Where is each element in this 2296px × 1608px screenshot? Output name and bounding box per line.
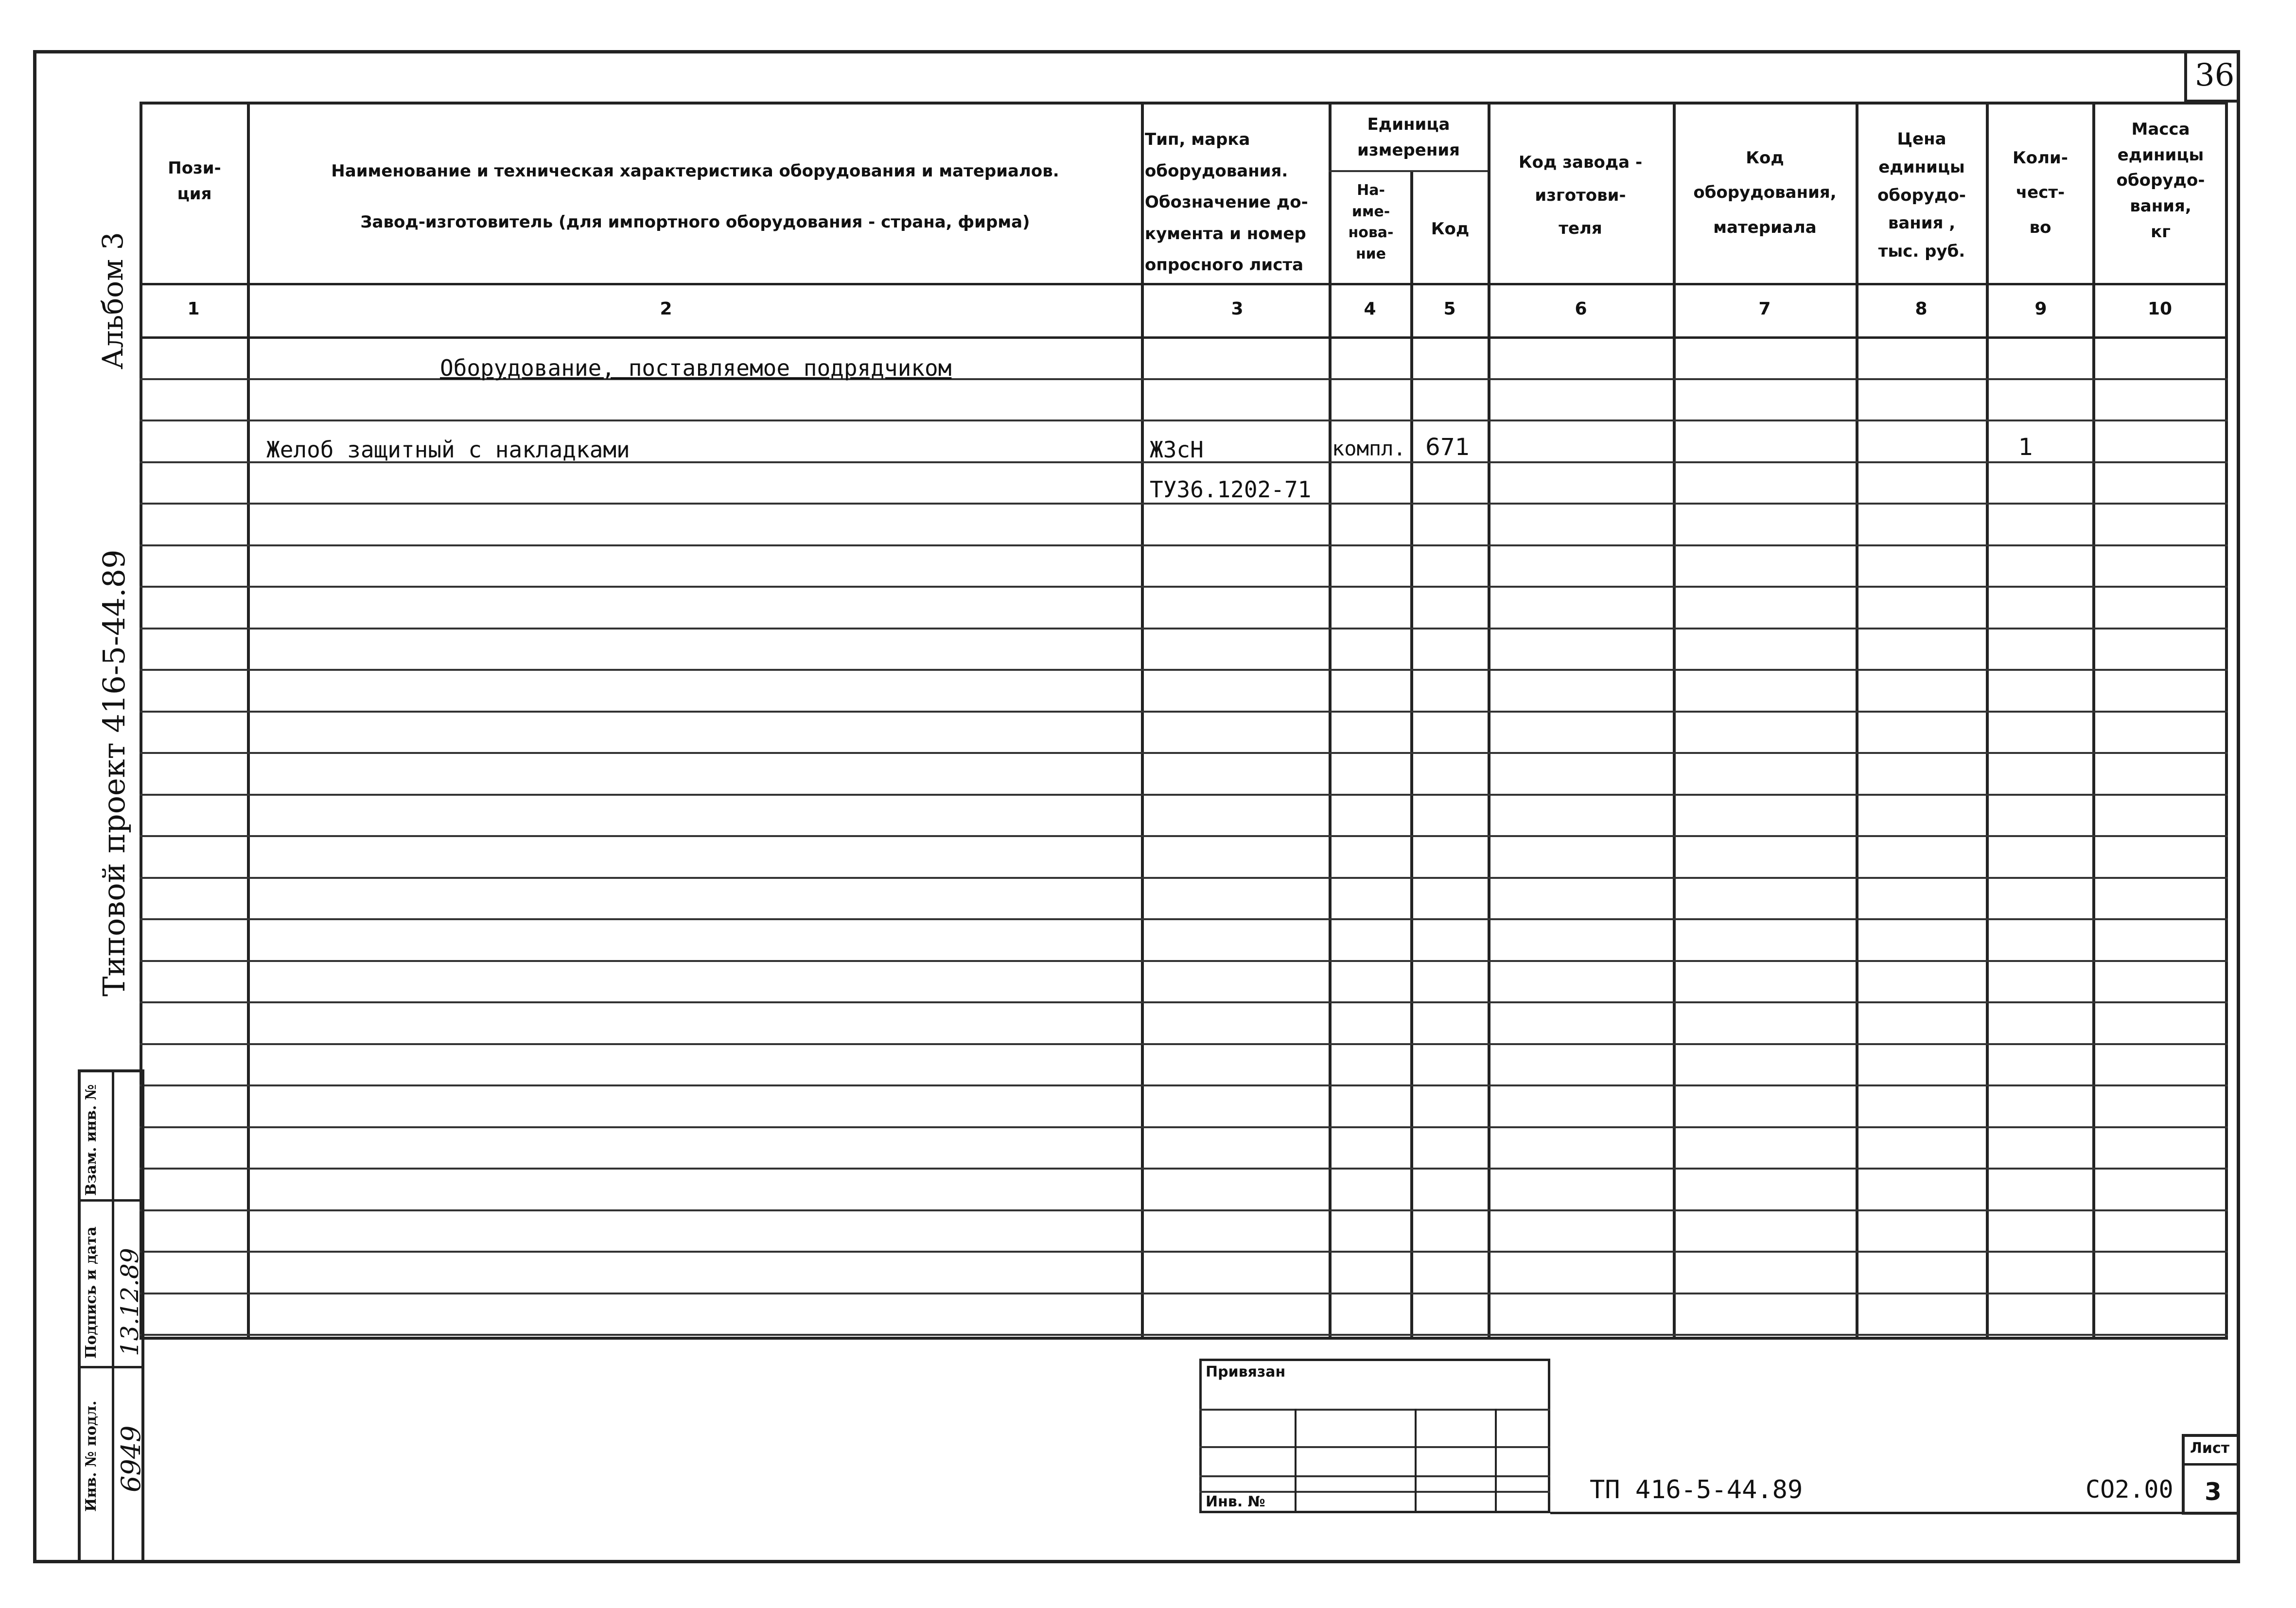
col-header-mass: Масса единицы оборудо- вания, кг [2116, 120, 2205, 242]
col-num-3: 3 [1231, 299, 1244, 319]
project-label: Типовой проект 416-5-44.89 [96, 549, 132, 996]
col-num-2: 2 [660, 299, 672, 319]
table-row-line [140, 835, 2228, 837]
col-header-position: Пози- ция [168, 158, 221, 204]
table-row-line [140, 1001, 2228, 1003]
table-row-line [140, 960, 2228, 962]
col-header-unit-code: Код [1431, 219, 1470, 239]
col-header-price: Цена единицы оборудо- вания , тыс. руб. [1877, 129, 1966, 262]
table-row-line [140, 1334, 2228, 1336]
col-num-6: 6 [1575, 299, 1587, 319]
item-name: Желоб защитный с накладками [266, 437, 630, 463]
album-label: Альбом 3 [96, 232, 129, 369]
table-row-line [140, 1168, 2228, 1170]
sign-date-value: 13.12.89 [116, 1248, 144, 1356]
table-row-line [140, 1209, 2228, 1211]
binding-inv-label: Инв. № [1206, 1493, 1265, 1510]
binding-title: Привязан [1206, 1363, 1286, 1381]
main-table [140, 102, 2228, 1340]
col-num-7: 7 [1758, 299, 1771, 319]
col-num-1: 1 [187, 299, 200, 319]
table-row-line [140, 669, 2228, 671]
table-row-line [140, 1293, 2228, 1294]
col-num-4: 4 [1364, 299, 1376, 319]
col-header-unit-group: Единица измерения [1357, 115, 1460, 160]
sheet-code: СО2.00 [2086, 1475, 2173, 1503]
inv-podl-label: Инв. № подл. [83, 1400, 100, 1512]
table-row-line [140, 544, 2228, 546]
table-row-line [140, 503, 2228, 505]
col-num-5: 5 [1443, 299, 1456, 319]
sheet-number-top: 36 [2195, 57, 2235, 93]
col-header-quantity: Коли- чест- во [2013, 148, 2068, 237]
item-unit-code: 671 [1425, 434, 1470, 461]
inv-podl-value: 6949 [116, 1425, 146, 1492]
sheet-value: 3 [2205, 1478, 2222, 1506]
item-unit-name: компл. [1332, 437, 1406, 460]
col-header-factory-code: Код завода - изготови- теля [1518, 153, 1643, 238]
col-num-9: 9 [2034, 299, 2047, 319]
table-row-line [140, 752, 2228, 754]
item-type: ЖЗсН [1150, 437, 1204, 463]
col-header-unit-name: На- име- нова- ние [1348, 182, 1394, 262]
binding-block [1199, 1359, 1550, 1513]
col-header-equipment-code: Код оборудования, материала [1693, 148, 1837, 237]
sign-date-label: Подпись и дата [83, 1226, 100, 1359]
table-row-line [140, 1084, 2228, 1086]
item-quantity: 1 [2018, 434, 2033, 461]
table-row-line [140, 794, 2228, 796]
sheet-label: Лист [2190, 1440, 2230, 1457]
item-doc: ТУ36.1202-71 [1150, 476, 1312, 503]
table-row-line [140, 918, 2228, 920]
col-header-name: Наименование и техническая характеристика оборудования и материалов. Завод-изготовитель (для импортного оборудования - страна, фирма) [331, 161, 1059, 232]
doc-code: ТП 416-5-44.89 [1590, 1475, 1803, 1504]
table-row-line [140, 1126, 2228, 1128]
table-row-line [140, 1043, 2228, 1045]
section-title: Оборудование, поставляемое подрядчиком [440, 355, 952, 381]
table-row-line [140, 628, 2228, 629]
col-header-type: Тип, марка оборудования. Обозначение до- кумента и номер опросного листа [1145, 130, 1308, 275]
table-row-line [140, 419, 2228, 421]
table-row-line [140, 877, 2228, 879]
table-row-line [140, 711, 2228, 713]
col-num-8: 8 [1915, 299, 1928, 319]
table-row-line [140, 586, 2228, 588]
col-num-10: 10 [2147, 299, 2173, 319]
vzam-label: Взам. инв. № [83, 1084, 100, 1196]
table-row-line [140, 1251, 2228, 1253]
